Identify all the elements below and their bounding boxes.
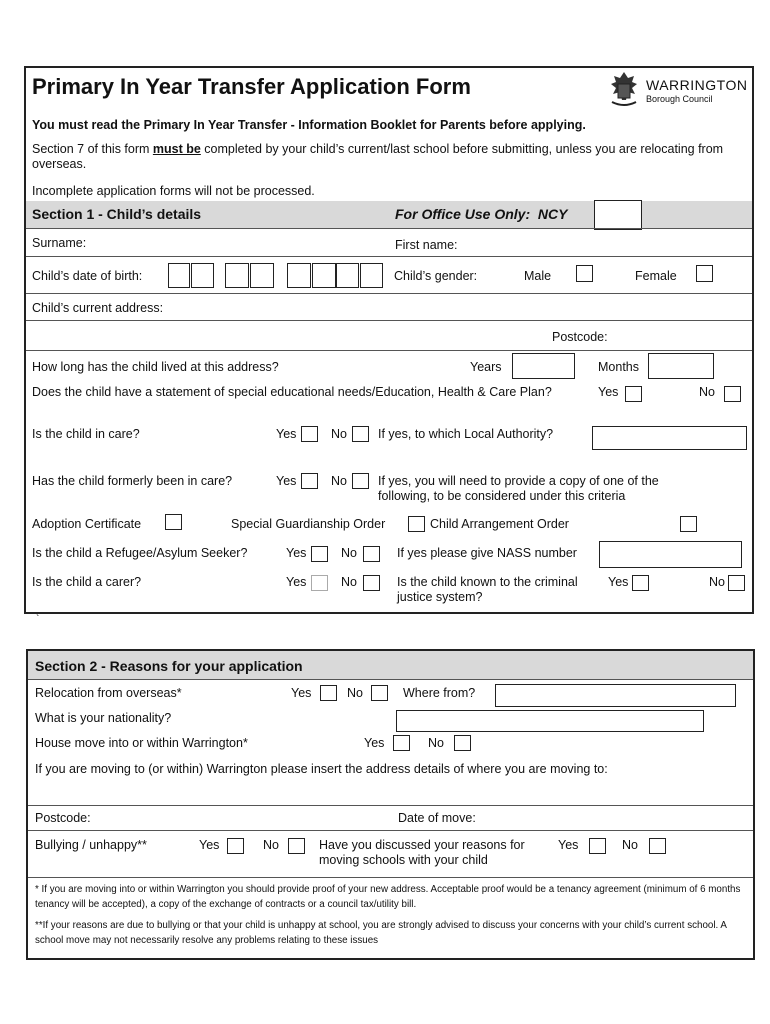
- care-question: Is the child in care?: [32, 427, 140, 441]
- criminal-question: Is the child known to the criminal justice system?: [397, 575, 578, 604]
- notice-bold: You must read the Primary In Year Transfer - Information Booklet for Parents before applying.: [32, 118, 586, 132]
- form-right-border: [752, 66, 754, 613]
- adoption-label: Adoption Certificate: [32, 517, 142, 531]
- male-checkbox[interactable]: [576, 265, 593, 282]
- nationality-label: What is your nationality?: [35, 711, 172, 725]
- years-label: Years: [470, 360, 502, 374]
- relocation-no-checkbox[interactable]: [371, 685, 388, 701]
- dob-year-3[interactable]: [336, 263, 359, 288]
- form-top-border: [24, 66, 754, 68]
- page-title: Primary In Year Transfer Application Form: [32, 74, 471, 99]
- relocation-label: Relocation from overseas*: [35, 686, 182, 700]
- local-authority-input[interactable]: [592, 426, 747, 450]
- sen-yes-label: Yes: [598, 385, 619, 399]
- female-checkbox[interactable]: [696, 265, 713, 282]
- gender-label: Child’s gender:: [394, 269, 478, 283]
- dob-label: Child’s date of birth:: [32, 269, 143, 283]
- discussed-no-label: No: [622, 838, 638, 852]
- bullying-label: Bullying / unhappy**: [35, 838, 147, 852]
- relocation-yes-checkbox[interactable]: [320, 685, 337, 701]
- notice-text: Section 7 of this form must be completed by your child’s current/last school before submitting, unless you are relocating from overseas.: [32, 142, 724, 171]
- postcode-label: Postcode:: [552, 330, 608, 344]
- carer-question: Is the child a carer?: [32, 575, 142, 589]
- divider: [28, 679, 753, 680]
- carer-no-label: No: [341, 575, 357, 589]
- footnote-address-proof: * If you are moving into or within Warrington you should provide proof of your new address. Acceptable proof would be a tenancy agreement (minimum of 6 months tenancy will be accepted), a copy of the exchange of contracts or a council tax/utility bill.: [35, 884, 741, 910]
- refugee-question: Is the child a Refugee/Asylum Seeker?: [32, 546, 248, 560]
- bullying-no-checkbox[interactable]: [288, 838, 305, 854]
- years-input[interactable]: [512, 353, 575, 379]
- former-care-question: Has the child formerly been in care?: [32, 474, 233, 488]
- months-input[interactable]: [648, 353, 714, 379]
- new-postcode-label: Postcode:: [35, 811, 91, 825]
- logo-name: WARRINGTON: [646, 77, 748, 93]
- office-use-label: For Office Use Only: NCY: [395, 206, 568, 222]
- divider: [26, 320, 752, 321]
- form-bottom-border: [24, 612, 754, 614]
- adoption-checkbox[interactable]: [165, 514, 182, 530]
- former-yes-checkbox[interactable]: [301, 473, 318, 489]
- sen-no-checkbox[interactable]: [724, 386, 741, 402]
- discussed-yes-label: Yes: [558, 838, 579, 852]
- former-care-note: If yes, you will need to provide a copy of one of the following, to be considered under this criteria: [378, 474, 659, 503]
- criminal-yes-checkbox[interactable]: [632, 575, 649, 591]
- criminal-no-checkbox[interactable]: [728, 575, 745, 591]
- where-from-input[interactable]: [495, 684, 736, 707]
- lived-question: How long has the child lived at this address?: [32, 360, 279, 374]
- section2-title: Section 2 - Reasons for your application: [35, 658, 303, 674]
- ncy-input[interactable]: [594, 200, 642, 230]
- criminal-no-label: No: [709, 575, 725, 589]
- care-no-checkbox[interactable]: [352, 426, 369, 442]
- section1-title: Section 1 - Child’s details: [32, 206, 202, 222]
- female-label: Female: [635, 269, 677, 283]
- divider: [28, 805, 753, 806]
- moving-address-label: If you are moving to (or within) Warrington please insert the address details of where you are moving to:: [35, 762, 608, 776]
- divider: [26, 350, 752, 351]
- carer-yes-label: Yes: [286, 575, 307, 589]
- date-of-move-label: Date of move:: [398, 811, 476, 825]
- bullying-no-label: No: [263, 838, 279, 852]
- relocation-yes-label: Yes: [291, 686, 312, 700]
- refugee-no-label: No: [341, 546, 357, 560]
- section2-bottom-border: [26, 958, 755, 960]
- dob-day-1[interactable]: [168, 263, 190, 288]
- former-no-checkbox[interactable]: [352, 473, 369, 489]
- male-label: Male: [524, 269, 552, 283]
- dob-year-1[interactable]: [287, 263, 311, 288]
- first-name-label: First name:: [395, 238, 458, 252]
- house-move-label: House move into or within Warrington*: [35, 736, 248, 750]
- refugee-yes-label: Yes: [286, 546, 307, 560]
- care-no-label: No: [331, 427, 347, 441]
- discussed-yes-checkbox[interactable]: [589, 838, 606, 854]
- la-question: If yes, to which Local Authority?: [378, 427, 554, 441]
- divider: [28, 877, 753, 878]
- sen-yes-checkbox[interactable]: [625, 386, 642, 402]
- nationality-input[interactable]: [396, 710, 704, 732]
- section2-right-border: [753, 649, 755, 960]
- carer-yes-checkbox[interactable]: [311, 575, 328, 591]
- sen-no-label: No: [699, 385, 715, 399]
- warrington-crest-icon: [606, 70, 642, 110]
- carer-no-checkbox[interactable]: [363, 575, 380, 591]
- incomplete-notice: Incomplete application forms will not be processed.: [32, 184, 315, 198]
- footnote-bullying: **If your reasons are due to bullying or that your child is unhappy at school, you are strongly advised to discuss your concerns with your child’s current school. A school move may not necessarily resolve any problems relating to these issues: [35, 920, 727, 946]
- bullying-yes-checkbox[interactable]: [227, 838, 244, 854]
- criminal-yes-label: Yes: [608, 575, 629, 589]
- surname-label: Surname:: [32, 236, 87, 250]
- guardianship-checkbox[interactable]: [408, 516, 425, 532]
- former-no-label: No: [331, 474, 347, 488]
- stray-mark: `: [36, 614, 40, 625]
- divider: [26, 293, 752, 294]
- house-move-no-label: No: [428, 736, 444, 750]
- nass-question: If yes please give NASS number: [397, 546, 577, 560]
- address-label: Child’s current address:: [32, 301, 164, 315]
- dob-year-2[interactable]: [312, 263, 336, 288]
- care-yes-checkbox[interactable]: [301, 426, 318, 442]
- dob-day-2[interactable]: [191, 263, 214, 288]
- house-move-yes-checkbox[interactable]: [393, 735, 410, 751]
- divider: [26, 228, 752, 229]
- months-label: Months: [598, 360, 639, 374]
- relocation-no-label: No: [347, 686, 363, 700]
- sen-question: Does the child have a statement of special educational needs/Education, Health & Care Plan?: [32, 385, 552, 399]
- divider: [28, 830, 753, 831]
- dob-month-2[interactable]: [250, 263, 274, 288]
- house-move-no-checkbox[interactable]: [454, 735, 471, 751]
- refugee-no-checkbox[interactable]: [363, 546, 380, 562]
- arrangement-checkbox[interactable]: [680, 516, 697, 532]
- logo-subtitle: Borough Council: [646, 94, 713, 104]
- arrangement-label: Child Arrangement Order: [430, 517, 569, 531]
- discussed-question: Have you discussed your reasons for moving schools with your child: [319, 838, 525, 867]
- guardianship-label: Special Guardianship Order: [231, 517, 386, 531]
- form-left-border: [24, 66, 26, 613]
- dob-month-1[interactable]: [225, 263, 249, 288]
- dob-year-4[interactable]: [360, 263, 383, 288]
- nass-number-input[interactable]: [599, 541, 742, 568]
- house-move-yes-label: Yes: [364, 736, 385, 750]
- discussed-no-checkbox[interactable]: [649, 838, 666, 854]
- bullying-yes-label: Yes: [199, 838, 220, 852]
- care-yes-label: Yes: [276, 427, 297, 441]
- refugee-yes-checkbox[interactable]: [311, 546, 328, 562]
- divider: [26, 256, 752, 257]
- former-yes-label: Yes: [276, 474, 297, 488]
- where-from-label: Where from?: [403, 686, 476, 700]
